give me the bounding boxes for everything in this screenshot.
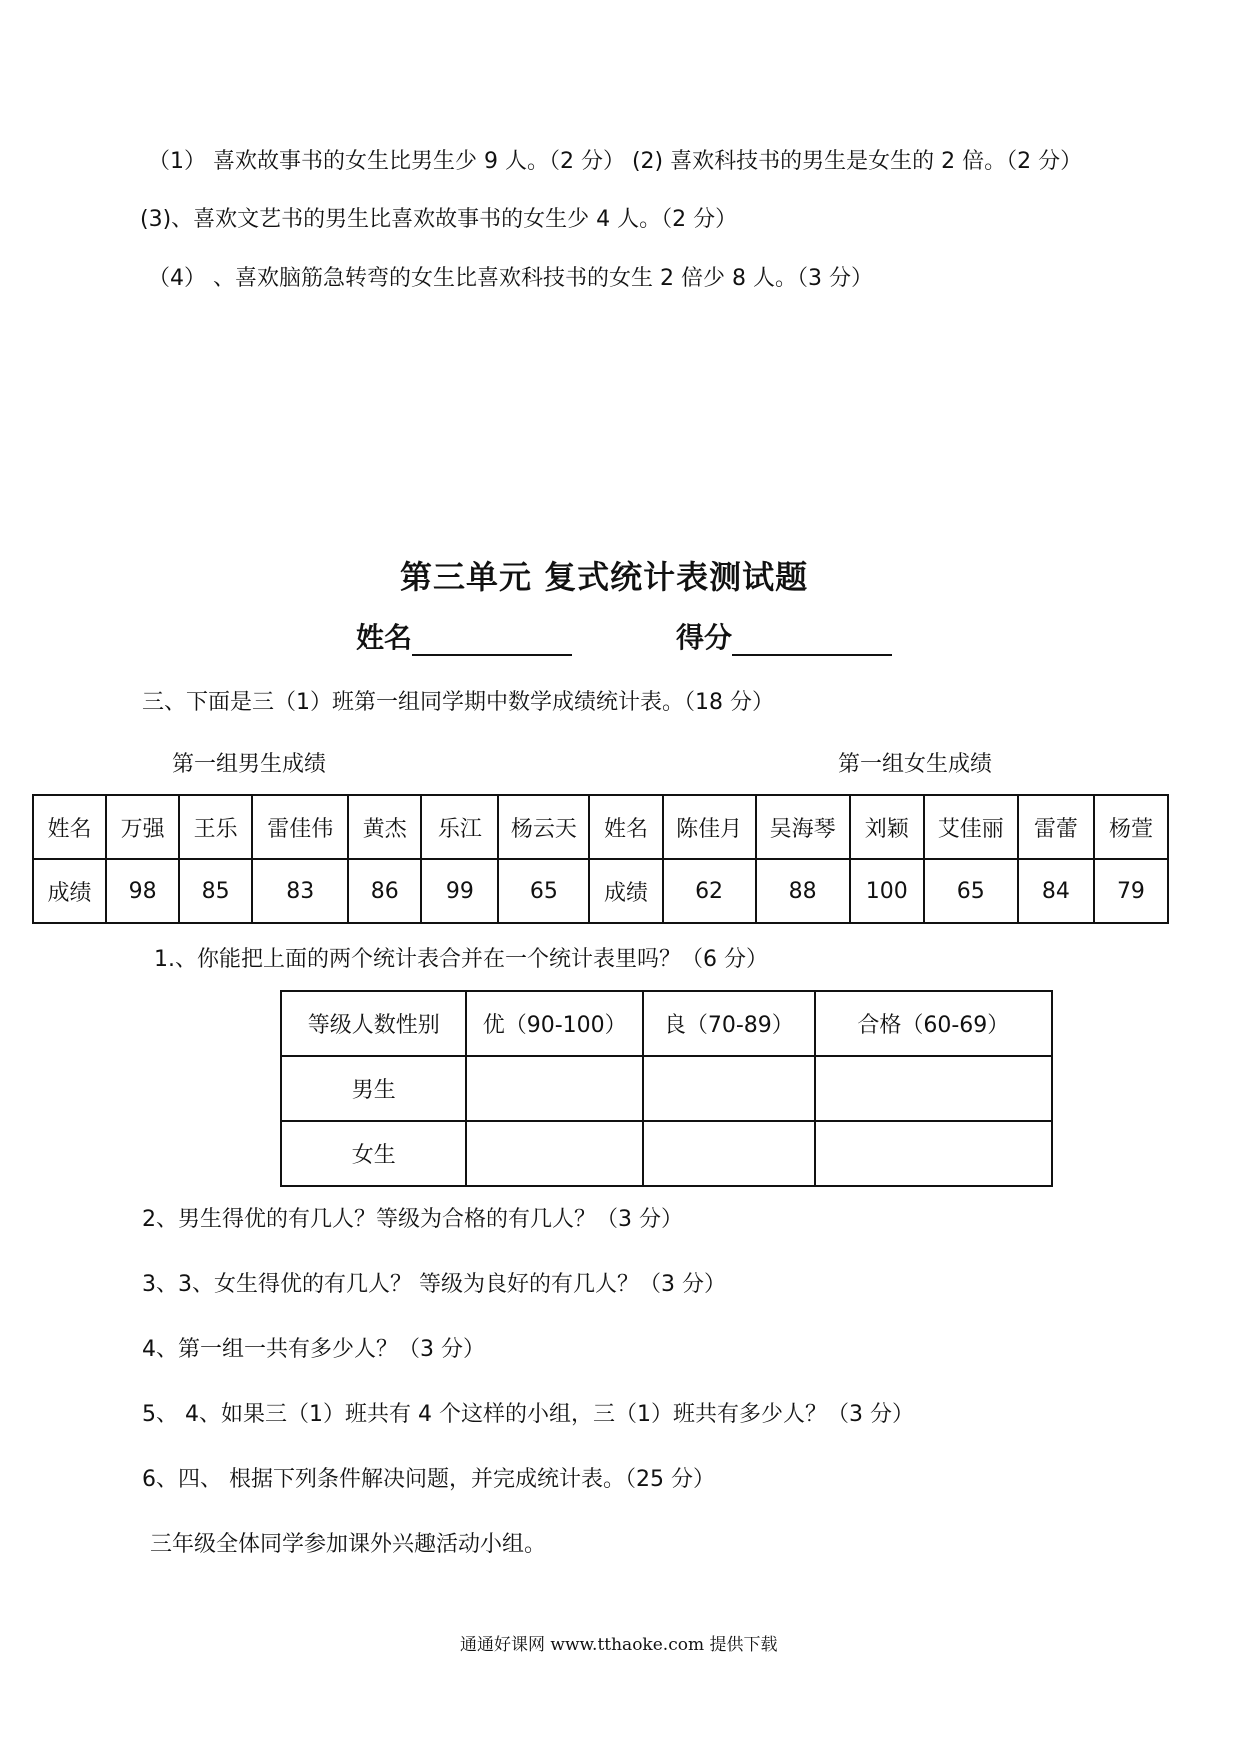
score-blank [732,628,892,656]
table-cell: 100 [850,859,924,923]
score-label: 得分 [676,621,733,654]
table-cell: 等级人数性别 [281,991,466,1056]
answer-cell[interactable] [815,1121,1052,1186]
merge-table-header [281,991,1052,1056]
table-cell: 99 [421,859,498,923]
table-cell: 85 [179,859,252,923]
table-cell: 成绩 [589,859,662,923]
table-cell: 62 [663,859,756,923]
table-cell: 艾佳丽 [924,795,1018,859]
table-cell: 88 [756,859,850,923]
merge-table [280,990,1053,1187]
table-row-scores [33,859,1168,923]
question-2: 2、男生得优的有几人？等级为合格的有几人？（3 分） [142,1207,683,1232]
footer-source: 通通好课网 www.tthaoke.com 提供下载 [460,1635,778,1655]
question-5: 5、 4、如果三（1）班共有 4 个这样的小组，三（1）班共有多少人？（3 分） [142,1402,914,1427]
table-cell: 84 [1018,859,1094,923]
table-cell: 雷佳伟 [252,795,348,859]
question-6: 6、四、 根据下列条件解决问题，并完成统计表。（25 分） [142,1467,715,1492]
table-cell: 65 [924,859,1018,923]
table-row-names [33,795,1168,859]
table-cell: 良（70-89） [643,991,815,1056]
table-cell: 姓名 [33,795,106,859]
table-cell: 刘颖 [850,795,924,859]
score-field [676,616,892,656]
table-cell: 男生 [281,1056,466,1121]
question-merge: 1.、你能把上面的两个统计表合并在一个统计表里吗？（6 分） [154,947,768,972]
boys-table-caption: 第一组男生成绩 [172,752,327,777]
name-blank [412,628,572,656]
answer-cell[interactable] [466,1056,643,1121]
merge-table-row-boys [281,1056,1052,1121]
question-4b: 4、第一组一共有多少人？（3 分） [142,1337,485,1362]
table-cell: 王乐 [179,795,252,859]
table-cell: 98 [106,859,179,923]
table-cell: 杨云天 [498,795,589,859]
name-field [356,616,572,656]
name-label: 姓名 [356,621,413,654]
answer-cell[interactable] [815,1056,1052,1121]
table-cell: 乐江 [421,795,498,859]
answer-cell[interactable] [466,1121,643,1186]
activity-intro: 三年级全体同学参加课外兴趣活动小组。 [150,1532,547,1557]
girls-table-caption: 第一组女生成绩 [838,752,993,777]
table-cell: 万强 [106,795,179,859]
page-title: 第三单元 复式统计表测试题 [400,558,809,596]
table-cell: 86 [348,859,421,923]
table-cell: 陈佳月 [663,795,756,859]
table-cell: 黄杰 [348,795,421,859]
answer-cell[interactable] [643,1056,815,1121]
table-cell: 吴海琴 [756,795,850,859]
table-cell: 优（90-100） [466,991,643,1056]
answer-cell[interactable] [643,1121,815,1186]
question-4: （4） 、喜欢脑筋急转弯的女生比喜欢科技书的女生 2 倍少 8 人。（3 分） [148,266,873,291]
table-cell: 79 [1094,859,1168,923]
table-cell: 合格（60-69） [815,991,1052,1056]
question-3: (3)、喜欢文艺书的男生比喜欢故事书的女生少 4 人。（2 分） [140,207,738,232]
question-1-2: （1） 喜欢故事书的女生比男生少 9 人。（2 分） (2) 喜欢科技书的男生是女生的 2 倍。（2 分） [148,149,1083,174]
table-cell: 女生 [281,1121,466,1186]
score-table [32,794,1169,924]
table-cell: 杨萱 [1094,795,1168,859]
table-cell: 65 [498,859,589,923]
table-cell: 83 [252,859,348,923]
table-cell: 雷蕾 [1018,795,1094,859]
table-cell: 姓名 [589,795,662,859]
table-cell: 成绩 [33,859,106,923]
section-three-heading: 三、下面是三（1）班第一组同学期中数学成绩统计表。（18 分） [142,690,774,715]
merge-table-row-girls [281,1121,1052,1186]
question-3b: 3、3、女生得优的有几人？ 等级为良好的有几人？（3 分） [142,1272,726,1297]
